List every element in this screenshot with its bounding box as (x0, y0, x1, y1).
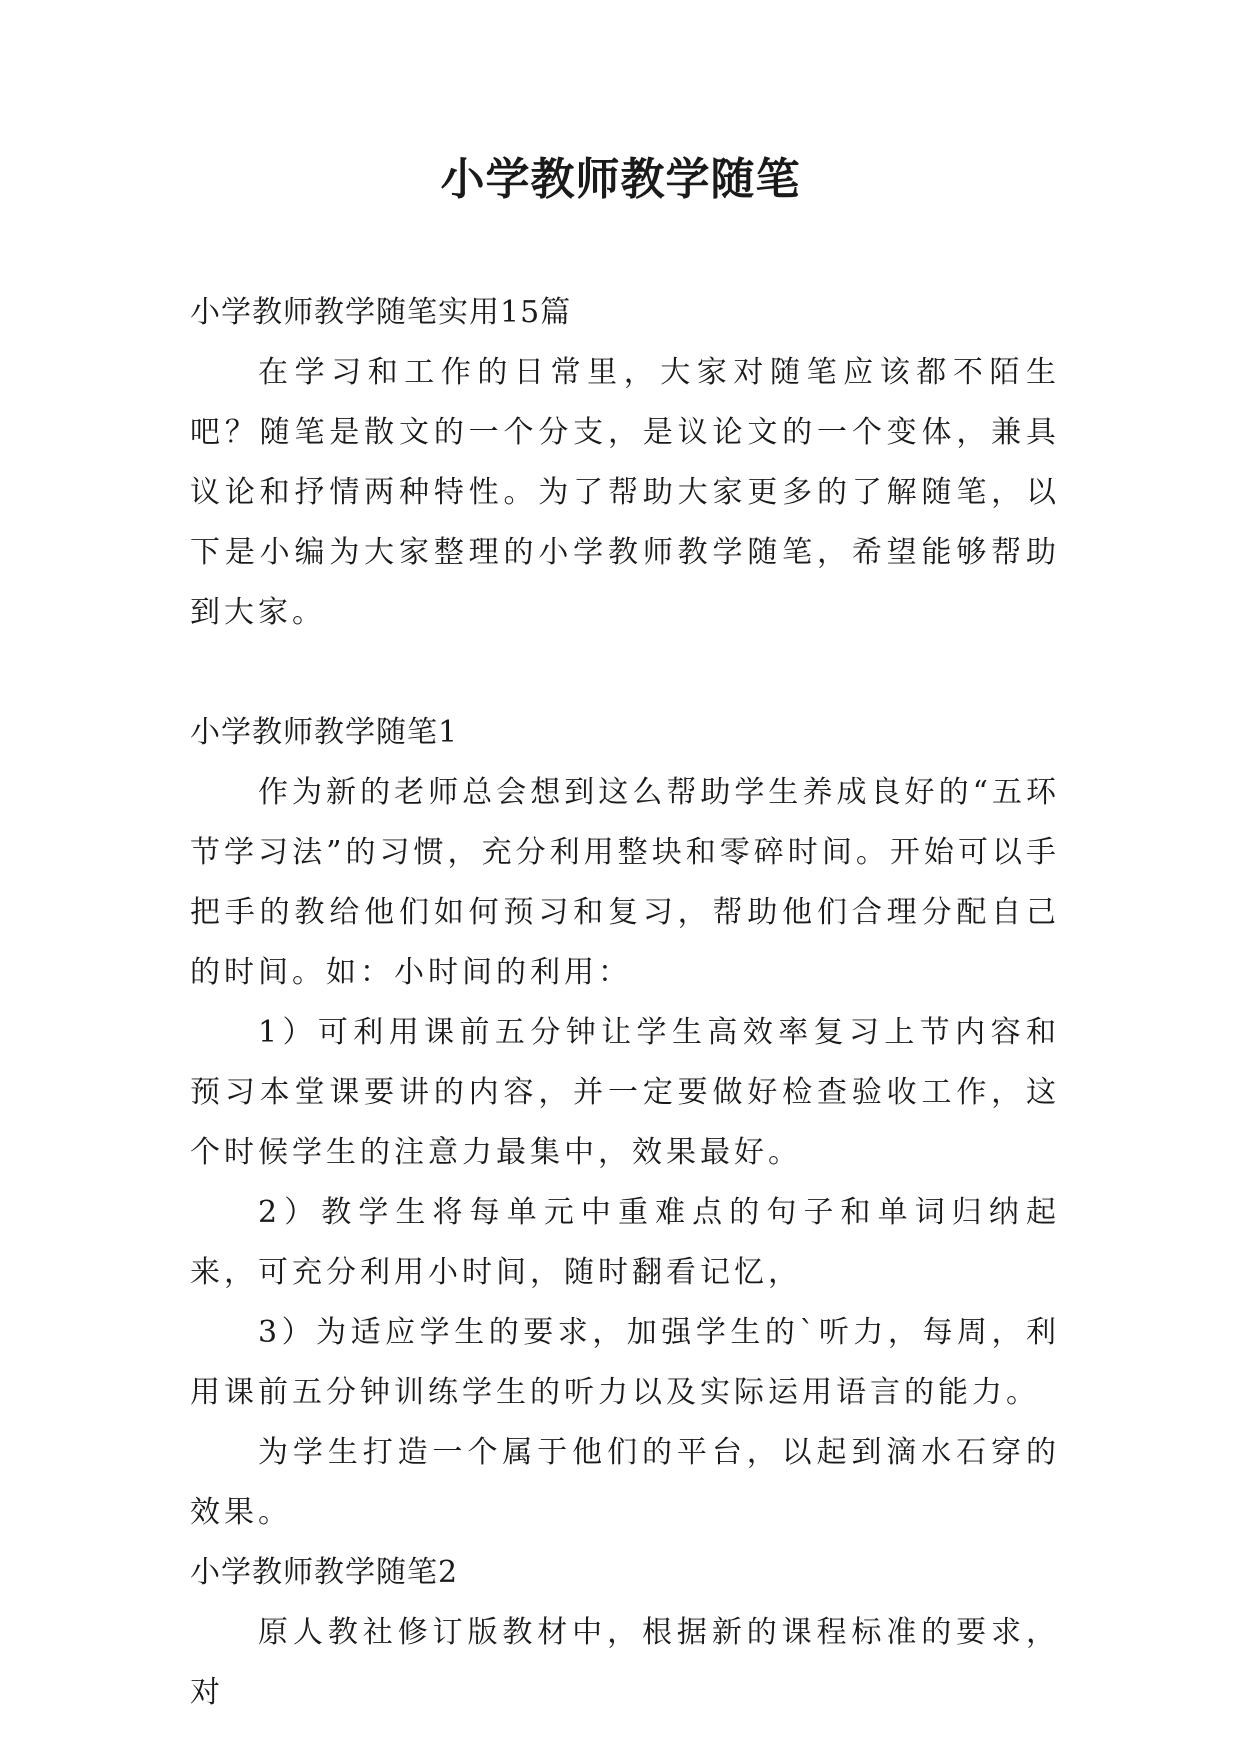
section-heading-1: 小学教师教学随笔1 (190, 715, 459, 750)
section2-paragraph-1: 原人教社修订版教材中，根据新的课程标准的要求，对 (190, 1615, 1060, 1710)
section1-paragraph-4: 3）为适应学生的要求，加强学生的`听力，每周，利用课前五分钟训练学生的听力以及实际运用语言的能力。 (190, 1315, 1060, 1410)
section1-paragraph-3: 2）教学生将每单元中重难点的句子和单词归纳起来，可充分利用小时间，随时翻看记忆， (190, 1195, 1060, 1290)
intro-paragraph: 在学习和工作的日常里，大家对随笔应该都不陌生吧？随笔是散文的一个分支，是议论文的一个变体，兼具议论和抒情两种特性。为了帮助大家更多的了解随笔，以下是小编为大家整理的小学教师教学随笔，希望能够帮助到大家。 (190, 355, 1060, 630)
document-title: 小学教师教学随笔 (440, 154, 801, 205)
section1-paragraph-1: 作为新的老师总会想到这么帮助学生养成良好的“五环节学习法”的习惯，充分利用整块和零碎时间。开始可以手把手的教给他们如何预习和复习，帮助他们合理分配自己的时间。如：小时间的利用： (190, 775, 1060, 990)
section1-paragraph-5: 为学生打造一个属于他们的平台，以起到滴水石穿的效果。 (190, 1435, 1060, 1530)
document-body (190, 283, 1060, 1723)
section-spacer (190, 643, 1060, 703)
document-subtitle: 小学教师教学随笔实用15篇 (190, 295, 572, 330)
section1-paragraph-2: 1）可利用课前五分钟让学生高效率复习上节内容和预习本堂课要讲的内容，并一定要做好检查验收工作，这个时候学生的注意力最集中，效果最好。 (190, 1015, 1060, 1170)
section-heading-2: 小学教师教学随笔2 (190, 1555, 459, 1590)
